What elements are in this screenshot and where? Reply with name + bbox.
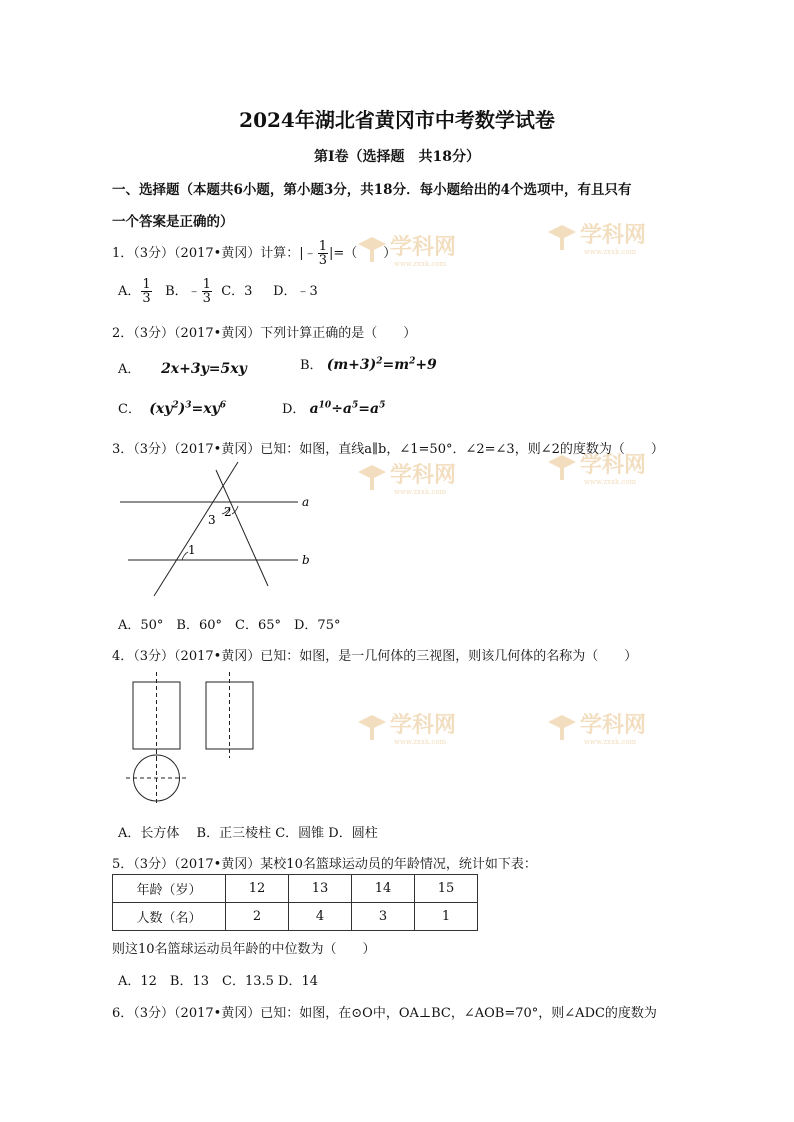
svg-text:学科网: 学科网 bbox=[580, 452, 647, 478]
transversal-1 bbox=[154, 462, 238, 596]
label-b: b bbox=[302, 553, 310, 567]
graduation-cap-icon bbox=[548, 225, 576, 250]
q1-frac-den: 3 bbox=[318, 253, 327, 268]
svg-text:学科网: 学科网 bbox=[580, 222, 647, 248]
label-3: 3 bbox=[208, 513, 216, 527]
q2-option-d: D． $a^{10}\div a^5=a^5$ bbox=[282, 400, 386, 417]
section-heading-line2: 一个答案是正确的） bbox=[112, 214, 234, 230]
q1-fraction bbox=[318, 240, 328, 267]
table-row bbox=[113, 875, 478, 903]
svg-text:www.zxxk.com: www.zxxk.com bbox=[584, 738, 637, 746]
q1-option-a: A． $\frac{1}{3}$ bbox=[118, 277, 151, 306]
q2-option-b: B． $(m+3)^2=m^2+9$ bbox=[300, 356, 437, 373]
table-cell: 3 bbox=[352, 903, 415, 931]
part-subtitle: 第Ⅰ卷（选择题 共18分） bbox=[313, 149, 481, 165]
q1-option-c: C．3 bbox=[221, 284, 253, 299]
q2-option-c: C． $(xy^2)^3=xy^6$ bbox=[118, 400, 226, 417]
table-row bbox=[113, 903, 478, 931]
question-3-options: A．50° B．60° C．65° D．75° bbox=[118, 618, 341, 633]
q1-stem-pre: 1．（3分）（2017•黄冈）计算：|﹣ bbox=[112, 246, 317, 261]
table-cell: 14 bbox=[352, 875, 415, 903]
table-cell: 13 bbox=[289, 875, 352, 903]
table-cell: 12 bbox=[226, 875, 289, 903]
age-table bbox=[112, 874, 478, 931]
label-2: 2 bbox=[224, 505, 232, 519]
watermark-logo bbox=[540, 210, 650, 260]
q1-stem-post: |=（ ） bbox=[328, 246, 397, 261]
svg-text:www.zxxk.com: www.zxxk.com bbox=[584, 478, 637, 486]
question-2-stem: 2．（3分）（2017•黄冈）下列计算正确的是（ ） bbox=[112, 326, 417, 341]
question-6-stem: 6．（3分）（2017•黄冈）已知：如图，在⊙O中，OA⊥BC，∠AOB=70°，则∠ADC的度数为 bbox=[112, 1006, 657, 1021]
label-1: 1 bbox=[188, 543, 196, 557]
table-cell: 年龄（岁） bbox=[113, 875, 226, 903]
watermark-logo bbox=[350, 700, 460, 750]
svg-text:www.zxxk.com: www.zxxk.com bbox=[584, 248, 637, 256]
svg-text:学科网: 学科网 bbox=[390, 712, 457, 738]
watermark-logo bbox=[540, 700, 650, 750]
svg-text:学科网: 学科网 bbox=[580, 712, 647, 738]
q1-option-d: D．﹣3 bbox=[273, 284, 318, 299]
q4-three-view-figure bbox=[92, 668, 272, 808]
watermark-logo bbox=[350, 450, 460, 500]
question-1-stem bbox=[112, 240, 396, 267]
svg-text:www.zxxk.com: www.zxxk.com bbox=[394, 738, 447, 746]
svg-text:学科网: 学科网 bbox=[390, 462, 457, 488]
page-title: 2024年湖北省黄冈市中考数学试卷 bbox=[239, 108, 555, 132]
svg-text:www.zxxk.com: www.zxxk.com bbox=[394, 260, 447, 268]
question-3-stem: 3．（3分）（2017•黄冈）已知：如图，直线a∥b，∠1=50°．∠2=∠3，则∠2的度数为（ ） bbox=[112, 442, 664, 457]
table-cell: 15 bbox=[415, 875, 478, 903]
table-cell: 4 bbox=[289, 903, 352, 931]
question-1-options bbox=[118, 278, 318, 305]
graduation-cap-icon bbox=[358, 465, 386, 490]
table-cell: 1 bbox=[415, 903, 478, 931]
label-a: a bbox=[302, 495, 310, 509]
q3-parallel-lines-figure bbox=[112, 458, 332, 608]
section-heading-line1: 一、选择题（本题共6小题，第小题3分，共18分．每小题给出的4个选项中，有且只有 bbox=[112, 182, 632, 198]
question-4-stem: 4．（3分）（2017•黄冈）已知：如图，是一几何体的三视图，则该几何体的名称为（ ） bbox=[112, 649, 638, 664]
svg-text:www.zxxk.com: www.zxxk.com bbox=[394, 488, 447, 496]
table-cell: 人数（名） bbox=[113, 903, 226, 931]
table-cell: 2 bbox=[226, 903, 289, 931]
q2-option-a: A． 2x+3y=5xy bbox=[118, 361, 247, 377]
q1-option-b: B．﹣ $\frac{1}{3}$ bbox=[165, 277, 211, 306]
question-5-follow: 则这10名篮球运动员年龄的中位数为（ ） bbox=[112, 942, 376, 957]
question-4-options: A．长方体 B．正三棱柱 C．圆锥 D．圆柱 bbox=[118, 826, 378, 841]
question-5-options: A．12 B．13 C．13.5 D．14 bbox=[118, 974, 319, 989]
q1-frac-num: 1 bbox=[318, 239, 327, 254]
graduation-cap-icon bbox=[548, 455, 576, 480]
graduation-cap-icon bbox=[358, 715, 386, 740]
question-5-stem: 5．（3分）（2017•黄冈）某校10名篮球运动员的年龄情况，统计如下表： bbox=[112, 857, 537, 872]
graduation-cap-icon bbox=[548, 715, 576, 740]
transversal-2 bbox=[216, 470, 268, 586]
svg-text:学科网: 学科网 bbox=[390, 234, 457, 260]
